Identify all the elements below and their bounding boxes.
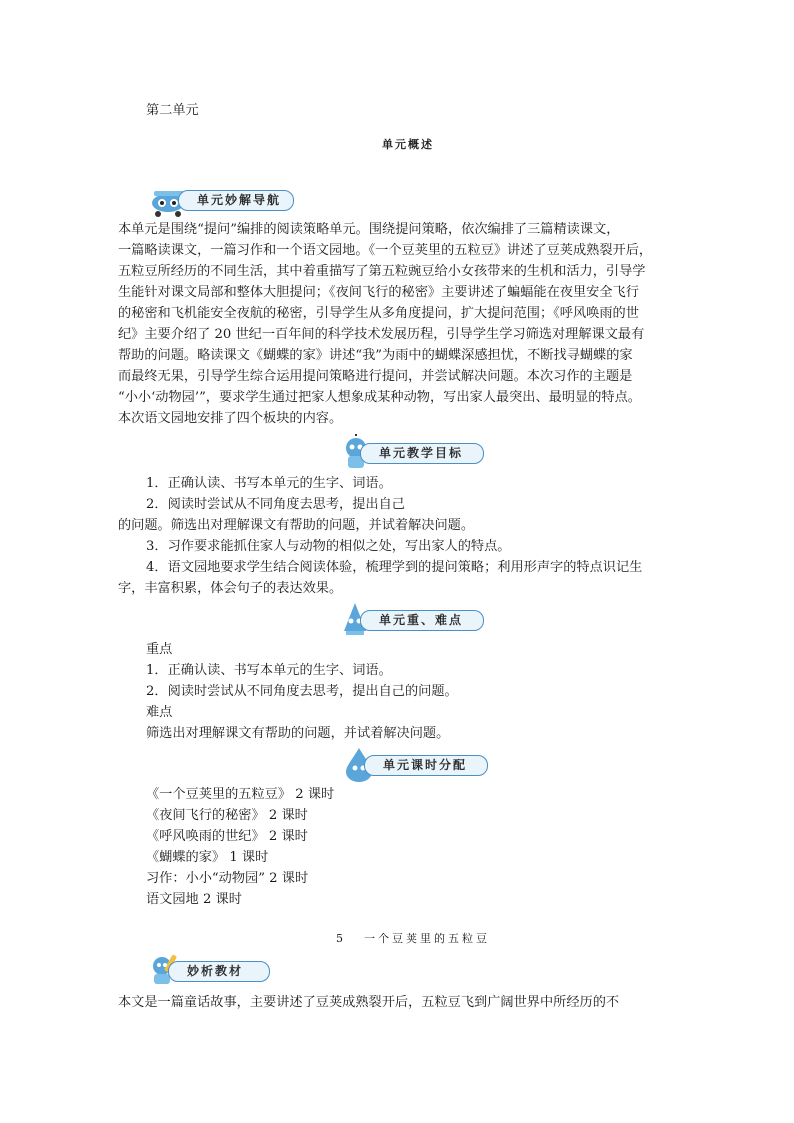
text-line: 帮助的问题。略读课文《蝴蝶的家》讲述“我”为雨中的蝴蝶深感担忧，不断找寻蝴蝶的家	[118, 348, 633, 363]
key-point-item: 1．正确认读、书写本单元的生字、词语。	[146, 663, 392, 678]
lesson-paragraph: 本文是一篇童话故事，主要讲述了豆荚成熟裂开后，五粒豆飞到广阔世界中所经历的不	[118, 995, 620, 1010]
banner-label: 单元教学目标	[360, 443, 484, 464]
key-point-item: 2．阅读时尝试从不同角度去思考，提出自己的问题。	[146, 684, 458, 699]
goal-item: 的问题。筛选出对理解课文有帮助的问题，并试着解决问题。	[118, 518, 475, 533]
difficulty-heading: 难点	[146, 705, 173, 720]
schedule-item: 语文园地 2 课时	[146, 892, 242, 907]
guide-paragraph	[118, 219, 678, 429]
text-line: 五粒豆所经历的不同生活，其中着重描写了第五粒豌豆给小女孩带来的生机和活力，引导学	[118, 264, 646, 279]
goal-item: 字，丰富积累，体会句子的表达效果。	[118, 581, 343, 596]
section-banner-guide	[148, 187, 298, 213]
text-line: 纪》主要介绍了 20 世纪一百年间的科学技术发展历程，引导学生学习筛选对理解课文最有	[118, 327, 645, 342]
text-line: 本单元是围绕“提问”编排的阅读策略单元。围绕提问策略，依次编排了三篇精读课文，	[118, 222, 620, 237]
text-line: 生能针对课文局部和整体大胆提问；《夜间飞行的秘密》主要讲述了蝙蝠能在夜里安全飞行	[118, 285, 639, 300]
schedule-item: 《夜间飞行的秘密》 2 课时	[146, 808, 308, 823]
banner-label: 单元妙解导航	[178, 190, 294, 211]
text-line: 的秘密和飞机能安全夜航的秘密，引导学生从多角度提问，扩大提问范围；《呼风唤雨的世	[118, 306, 639, 321]
section-banner-goals	[338, 440, 488, 466]
lesson-title	[336, 930, 490, 946]
difficulty-item: 筛选出对理解课文有帮助的问题，并试着解决问题。	[146, 726, 450, 741]
text-line: “小小‘动物园’”，要求学生通过把家人想象成某种动物，写出家人最突出、最明显的特点。	[118, 390, 641, 405]
banner-label: 妙析教材	[168, 961, 270, 982]
unit-label: 第二单元	[146, 103, 199, 118]
goal-item: 4．语文园地要求学生结合阅读体验，梳理学到的提问策略；利用形声字的特点识记生	[146, 560, 643, 575]
key-points-heading: 重点	[146, 642, 173, 657]
goal-item: 1．正确认读、书写本单元的生字、词语。	[146, 476, 392, 491]
goal-item: 2．阅读时尝试从不同角度去思考，提出自己	[146, 497, 405, 512]
section-banner-key-points	[338, 607, 488, 633]
goal-item: 3．习作要求能抓住家人与动物的相似之处，写出家人的特点。	[146, 539, 511, 554]
overview-title: 单元概述	[382, 138, 434, 151]
schedule-item: 《呼风唤雨的世纪》 2 课时	[146, 829, 308, 844]
banner-label: 单元课时分配	[364, 755, 488, 776]
banner-label: 单元重、难点	[360, 610, 484, 631]
text-line: 一篇略读课文，一篇习作和一个语文园地。《一个豆荚里的五粒豆》讲述了豆荚成熟裂开后，	[118, 243, 653, 258]
schedule-item: 习作：小小“动物园” 2 课时	[146, 871, 309, 886]
lesson-number: 5	[336, 932, 343, 945]
text-line: 本次语文园地安排了四个板块的内容。	[118, 411, 343, 426]
schedule-item: 《一个豆荚里的五粒豆》 2 课时	[146, 787, 335, 802]
section-banner-schedule	[342, 752, 492, 778]
text-line: 而最终无果，引导学生综合运用提问策略进行提问，并尝试解决问题。本次习作的主题是	[118, 369, 633, 384]
schedule-item: 《蝴蝶的家》 1 课时	[146, 850, 269, 865]
section-banner-lesson	[146, 958, 266, 984]
lesson-name: 一个豆荚里的五粒豆	[364, 932, 490, 945]
